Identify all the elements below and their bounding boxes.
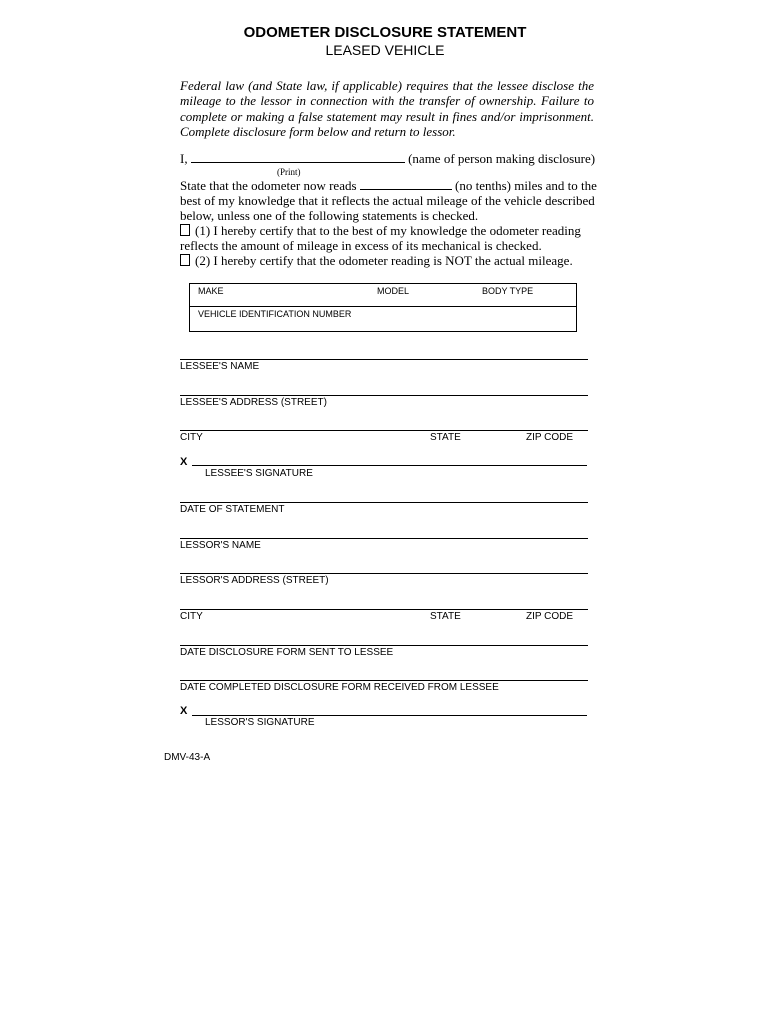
option-2-checkbox[interactable] — [180, 254, 190, 266]
odometer-blank[interactable] — [360, 178, 452, 190]
vehicle-info-box — [189, 283, 577, 332]
lessee-name-label: LESSEE'S NAME — [180, 361, 260, 372]
date-sent-line[interactable] — [180, 645, 588, 646]
form-subtitle: LEASED VEHICLE — [325, 42, 445, 58]
name-suffix: (name of person making disclosure) — [408, 151, 596, 166]
vin-label: VEHICLE IDENTIFICATION NUMBER — [198, 309, 352, 319]
option-1-continued: reflects the amount of mileage in excess of its mechanical is checked. — [180, 238, 542, 253]
lessee-city-label: CITY — [180, 432, 203, 443]
form-id: DMV-43-A — [164, 752, 211, 763]
odometer-suffix: (no tenths) miles and to the — [455, 178, 597, 193]
lessor-signature-label: LESSOR'S SIGNATURE — [205, 717, 315, 728]
lessor-address-line[interactable] — [180, 573, 588, 574]
name-blank[interactable] — [191, 151, 405, 163]
name-line — [180, 151, 595, 166]
lessee-state-label: STATE — [430, 432, 461, 443]
vehicle-box-divider — [190, 306, 576, 307]
name-prefix: I, — [180, 151, 188, 166]
model-label: MODEL — [377, 286, 410, 296]
date-received-label: DATE COMPLETED DISCLOSURE FORM RECEIVED FROM LESSEE — [180, 682, 499, 693]
make-label: MAKE — [198, 286, 224, 296]
lessor-name-line[interactable] — [180, 538, 588, 539]
date-sent-label: DATE DISCLOSURE FORM SENT TO LESSEE — [180, 647, 394, 658]
lessor-zip-label: ZIP CODE — [526, 611, 574, 622]
lessor-name-label: LESSOR'S NAME — [180, 540, 261, 551]
intro-paragraph: Federal law (and State law, if applicable) requires that the lessee disclose the mileage to the lessor in connection with the transfer of ownership. Failure to complete or making a false statement may result in fines and/or imprisonment. Complete disclosure form below and return to lessor. — [180, 78, 594, 140]
lessor-city-label: CITY — [180, 611, 203, 622]
option-2-text: (2) I hereby certify that the odometer reading is NOT the actual mileage. — [195, 253, 573, 268]
lessor-city-line[interactable] — [180, 609, 588, 610]
lessor-state-label: STATE — [430, 611, 461, 622]
form-title: ODOMETER DISCLOSURE STATEMENT — [243, 24, 527, 41]
lessee-address-label: LESSEE'S ADDRESS (STREET) — [180, 397, 327, 408]
body-type-label: BODY TYPE — [482, 286, 534, 296]
date-received-line[interactable] — [180, 680, 588, 681]
lessee-address-line[interactable] — [180, 395, 588, 396]
lessee-name-line[interactable] — [180, 359, 588, 360]
lessee-signature-line[interactable] — [192, 465, 587, 466]
option-2 — [180, 253, 573, 268]
lessee-signature-label: LESSEE'S SIGNATURE — [205, 468, 313, 479]
date-of-statement-line[interactable] — [180, 502, 588, 503]
lessor-x-mark: X — [180, 705, 188, 717]
lessor-signature-line[interactable] — [192, 715, 587, 716]
declaration-line-2: best of my knowledge that it reflects the actual mileage of the vehicle described — [180, 193, 595, 208]
option-1-text: (1) I hereby certify that to the best of my knowledge the odometer reading — [195, 223, 581, 238]
lessee-x-mark: X — [180, 456, 188, 468]
date-of-statement-label: DATE OF STATEMENT — [180, 504, 285, 515]
option-1-checkbox[interactable] — [180, 224, 190, 236]
lessor-address-label: LESSOR'S ADDRESS (STREET) — [180, 575, 329, 586]
declaration-line-3: below, unless one of the following statements is checked. — [180, 208, 479, 223]
lessee-zip-label: ZIP CODE — [526, 432, 574, 443]
odometer-prefix: State that the odometer now reads — [180, 178, 357, 193]
lessee-city-line[interactable] — [180, 430, 588, 431]
print-hint: (Print) — [277, 167, 301, 177]
odometer-line — [180, 178, 597, 193]
option-1 — [180, 223, 581, 238]
